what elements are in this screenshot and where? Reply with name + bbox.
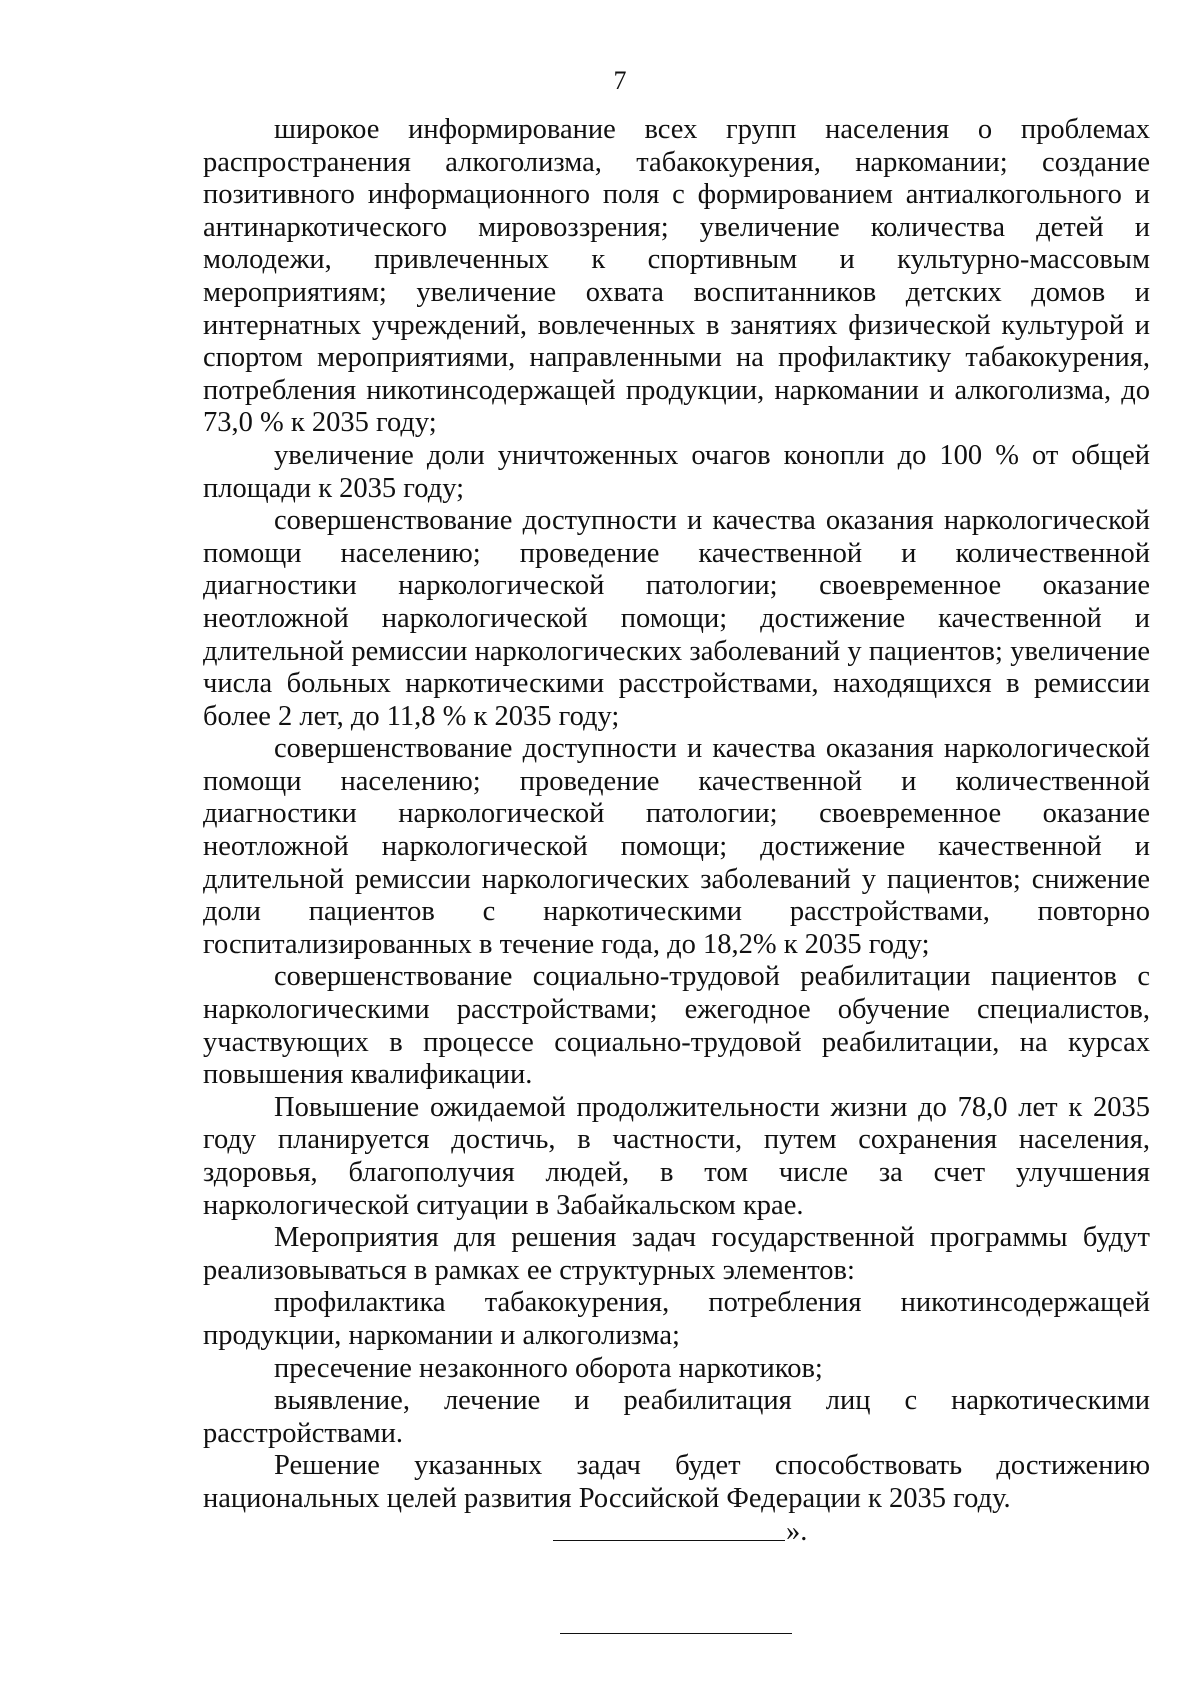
closing-line — [203, 1516, 1150, 1549]
document-body — [203, 114, 1150, 1549]
closing-quote-mark: ». — [786, 1515, 808, 1547]
paragraph-trafficking: пресечение незаконного оборота наркотиков; — [274, 1352, 823, 1384]
paragraph-cannabis: увеличение доли уничтоженных очагов конопли до 100 % от общей площади к 2035 году; — [203, 439, 1150, 504]
end-of-document-rule — [560, 1633, 792, 1634]
paragraph-measures: Мероприятия для решения задач государственной программы будут реализовываться в рамках ее структурных элементов: — [203, 1222, 1150, 1286]
paragraph-remission: совершенствование доступности и качества оказания наркологической помощи населению; проведение качественной и количественной диагностики наркологической патологии; своевременное оказание неотложной наркологической помощи; достижение качественной и длительной ремиссии наркологических заболеваний у пациентов; увеличение числа больных наркотическими расстройствами, находящихся в ремиссии более 2 лет, до 11,8 % к 2035 году; — [203, 505, 1150, 732]
paragraph-awareness: широкое информирование всех групп населения о проблемах распространения алкоголизма, табакокурения, наркомании; создание позитивного информационного поля с формированием антиалкогольного и антинаркотического мировоззрения; увеличение количества детей и молодежи, привлеченных к спортивным и культурно-массовым мероприятиям; увеличение охвата воспитанников детских домов и интернатных учреждений, вовлеченных в занятиях физической культурой и спортом мероприятиями, направленными на профилактику табакокурения, потребления никотинсодержащей продукции, наркомании и алкоголизма, до 73,0 % к 2035 году; — [203, 114, 1150, 439]
page-number: 7 — [613, 66, 627, 95]
paragraph-prevention: профилактика табакокурения, потребления никотинсодержащей продукции, наркомании и алкоголизма; — [203, 1287, 1150, 1351]
paragraph-rehospitalization: совершенствование доступности и качества оказания наркологической помощи населению; проведение качественной и количественной диагностики наркологической патологии; своевременное оказание неотложной наркологической помощи; достижение качественной и длительной ремиссии наркологических заболеваний у пациентов; снижение доли пациентов с наркотическими расстройствами, повторно госпитализированных в течение года, до 18,2% к 2035 году; — [203, 733, 1150, 960]
paragraph-life-expectancy: Повышение ожидаемой продолжительности жизни до 78,0 лет к 2035 году планируется достичь, в частности, путем сохранения населения, здоровья, благополучия людей, в том числе за счет улучшения наркологической ситуации в Забайкальском крае. — [203, 1091, 1150, 1221]
paragraph-treatment: выявление, лечение и реабилитация лиц с наркотическими расстройствами. — [203, 1385, 1150, 1449]
closing-underline — [553, 1540, 785, 1541]
paragraph-national-goals: Решение указанных задач будет способствовать достижению национальных целей развития Российской Федерации к 2035 году. — [203, 1450, 1150, 1514]
paragraph-rehabilitation: совершенствование социально-трудовой реабилитации пациентов с наркологическими расстройствами; ежегодное обучение специалистов, участвующих в процессе социально-трудовой реабилитации, на курсах повышения квалификации. — [203, 961, 1150, 1091]
